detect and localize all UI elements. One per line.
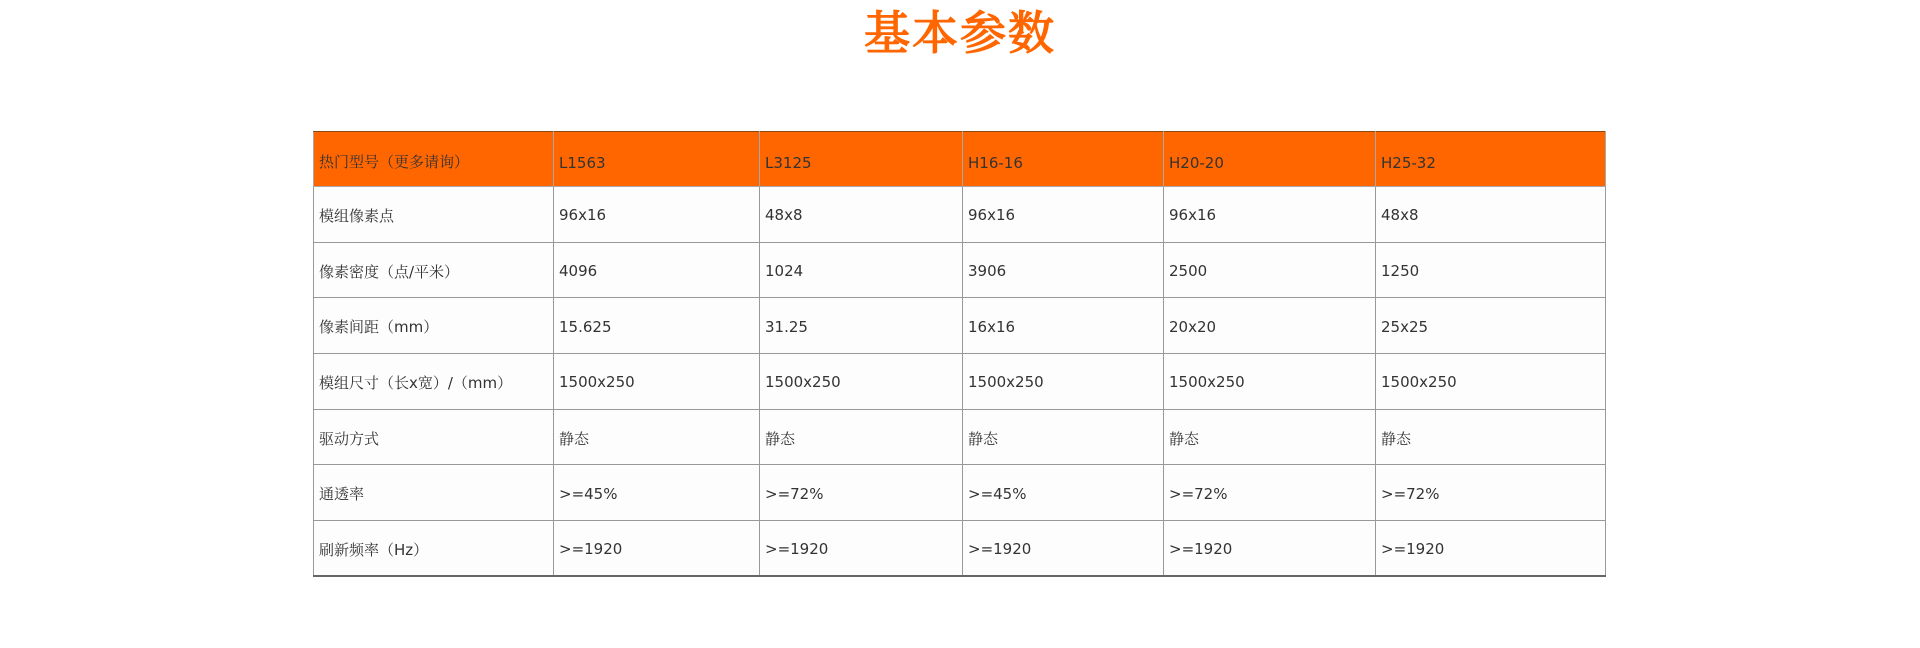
header-label-cell: 热门型号（更多请询） [314, 132, 554, 187]
table-row [314, 409, 1606, 465]
row-label-cell: 模组尺寸（长x宽）/（mm） [314, 354, 554, 410]
value-cell: >=1920 [963, 521, 1164, 577]
value-cell: 31.25 [760, 298, 963, 354]
table-row [314, 465, 1606, 521]
row-label-cell: 模组像素点 [314, 187, 554, 243]
header-model-cell: H25-32 [1376, 132, 1606, 187]
value-cell: 4096 [554, 242, 760, 298]
value-cell: 96x16 [1164, 187, 1376, 243]
value-cell: >=72% [1376, 465, 1606, 521]
value-cell: 静态 [1376, 409, 1606, 465]
value-cell: 1500x250 [554, 354, 760, 410]
specs-table [313, 131, 1606, 577]
value-cell: >=45% [963, 465, 1164, 521]
row-label-cell: 像素间距（mm） [314, 298, 554, 354]
value-cell: 20x20 [1164, 298, 1376, 354]
value-cell: >=1920 [760, 521, 963, 577]
value-cell: 1500x250 [1164, 354, 1376, 410]
table-row [314, 354, 1606, 410]
value-cell: 48x8 [760, 187, 963, 243]
value-cell: 静态 [963, 409, 1164, 465]
page-title: 基本参数 [864, 6, 1056, 60]
table-row [314, 521, 1606, 577]
header-model-cell: L1563 [554, 132, 760, 187]
table-header-row [314, 132, 1606, 187]
value-cell: >=45% [554, 465, 760, 521]
value-cell: >=72% [1164, 465, 1376, 521]
value-cell: 15.625 [554, 298, 760, 354]
header-model-cell: H16-16 [963, 132, 1164, 187]
row-label-cell: 像素密度（点/平米） [314, 242, 554, 298]
value-cell: >=72% [760, 465, 963, 521]
value-cell: 48x8 [1376, 187, 1606, 243]
table-row [314, 187, 1606, 243]
value-cell: 静态 [760, 409, 963, 465]
value-cell: 1024 [760, 242, 963, 298]
value-cell: 16x16 [963, 298, 1164, 354]
value-cell: 25x25 [1376, 298, 1606, 354]
value-cell: 96x16 [554, 187, 760, 243]
value-cell: 2500 [1164, 242, 1376, 298]
value-cell: >=1920 [1164, 521, 1376, 577]
table-row [314, 298, 1606, 354]
value-cell: >=1920 [554, 521, 760, 577]
table-row [314, 242, 1606, 298]
value-cell: 1500x250 [1376, 354, 1606, 410]
value-cell: 静态 [1164, 409, 1376, 465]
header-model-cell: L3125 [760, 132, 963, 187]
value-cell: >=1920 [1376, 521, 1606, 577]
header-model-cell: H20-20 [1164, 132, 1376, 187]
row-label-cell: 通透率 [314, 465, 554, 521]
value-cell: 3906 [963, 242, 1164, 298]
value-cell: 1500x250 [963, 354, 1164, 410]
row-label-cell: 刷新频率（Hz） [314, 521, 554, 577]
value-cell: 1500x250 [760, 354, 963, 410]
value-cell: 1250 [1376, 242, 1606, 298]
value-cell: 静态 [554, 409, 760, 465]
value-cell: 96x16 [963, 187, 1164, 243]
row-label-cell: 驱动方式 [314, 409, 554, 465]
